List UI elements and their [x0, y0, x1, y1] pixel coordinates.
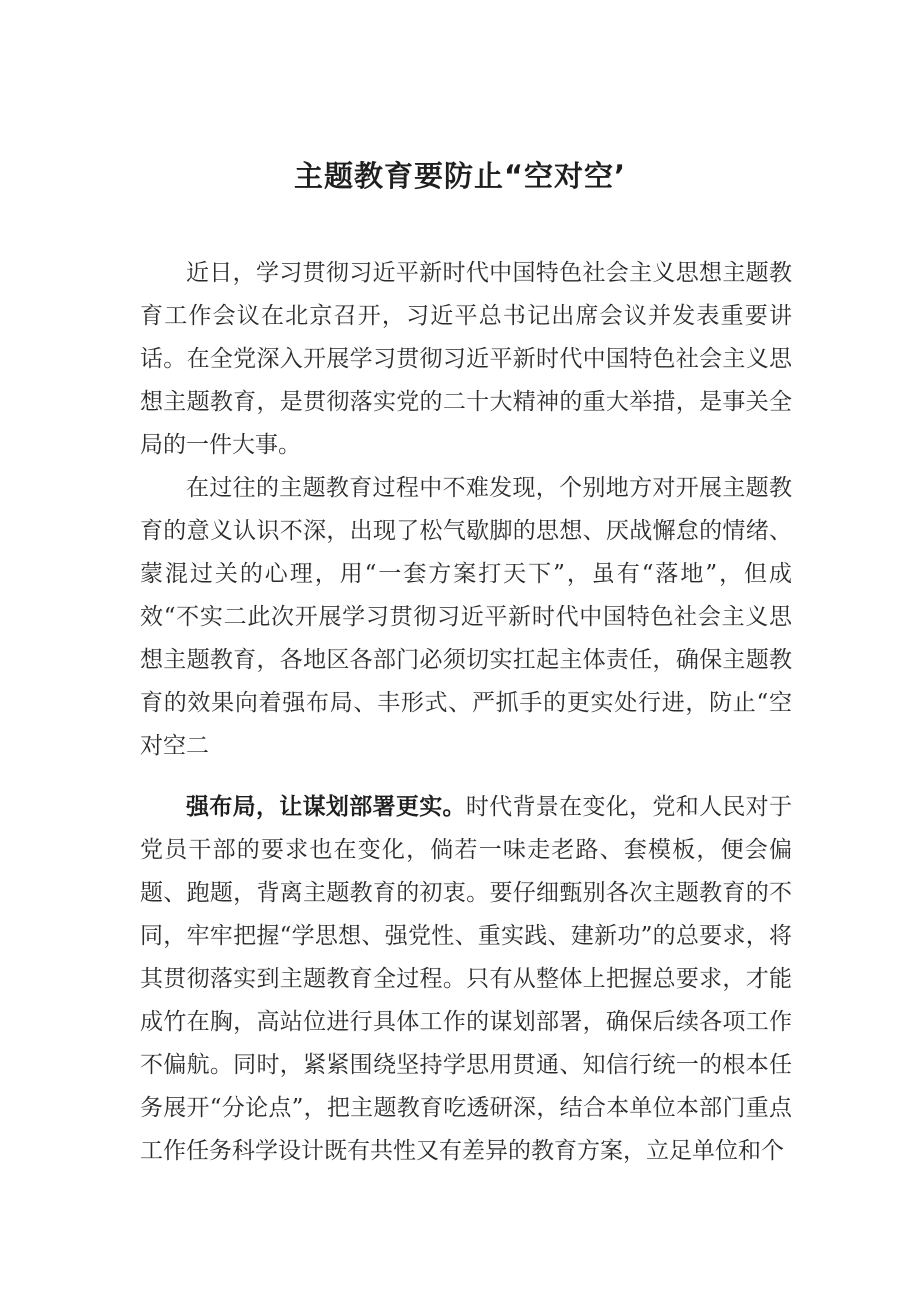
paragraph-intro — [140, 252, 792, 467]
paragraph-text: 近日，学习贯彻习近平新时代中国特色社会主义思想主题教育工作会议在北京召开，习近平总书记出席会议并发表重要讲话。在全党深入开展学习贯彻习近平新时代中国特色社会主义思想主题教育，是贯彻落实党的二十大精神的重大举措，是事关全局的一件大事。 — [140, 260, 792, 458]
paragraph-lead: 强布局，让谋划部署更实。 — [186, 794, 466, 820]
document-title: 主题教育要防止“空对空’ — [293, 159, 627, 193]
paragraph-problem — [140, 467, 792, 768]
paragraph-text: 时代背景在变化，党和人民对于党员干部的要求也在变化，倘若一味走老路、套模板，便会偏题、跑题，背离主题教育的初衷。要仔细甄别各次主题教育的不同，牢牢把握“学思想、强党性、重实践、建新功”的总要求，将其贯彻落实到主题教育全过程。只有从整体上把握总要求，才能成竹在胸，高站位进行具体工作的谋划部署，确保后续各项工作不偏航。同时，紧紧围绕坚持学思用贯通、知信行统一的根本任务展开“分论点”，把主题教育吃透研深，结合本单位本部门重点工作任务科学设计既有共性又有差异的教育方案，立足单位和个 — [140, 794, 793, 1164]
paragraph-text: 在过往的主题教育过程中不难发现，个别地方对开展主题教育的意义认识不深，出现了松气歇脚的思想、厌战懈怠的情绪、蒙混过关的心理，用“一套方案打天下”，虽有“落地”，但成效“不实二此次开展学习贯彻习近平新时代中国特色社会主义思想主题教育，各地区各部门必须切实扛起主体责任，确保主题教育的效果向着强布局、丰形式、严抓手的更实处行进，防止“空对空二 — [140, 475, 792, 759]
document-body — [140, 252, 792, 1173]
paragraph-layout — [140, 786, 792, 1173]
